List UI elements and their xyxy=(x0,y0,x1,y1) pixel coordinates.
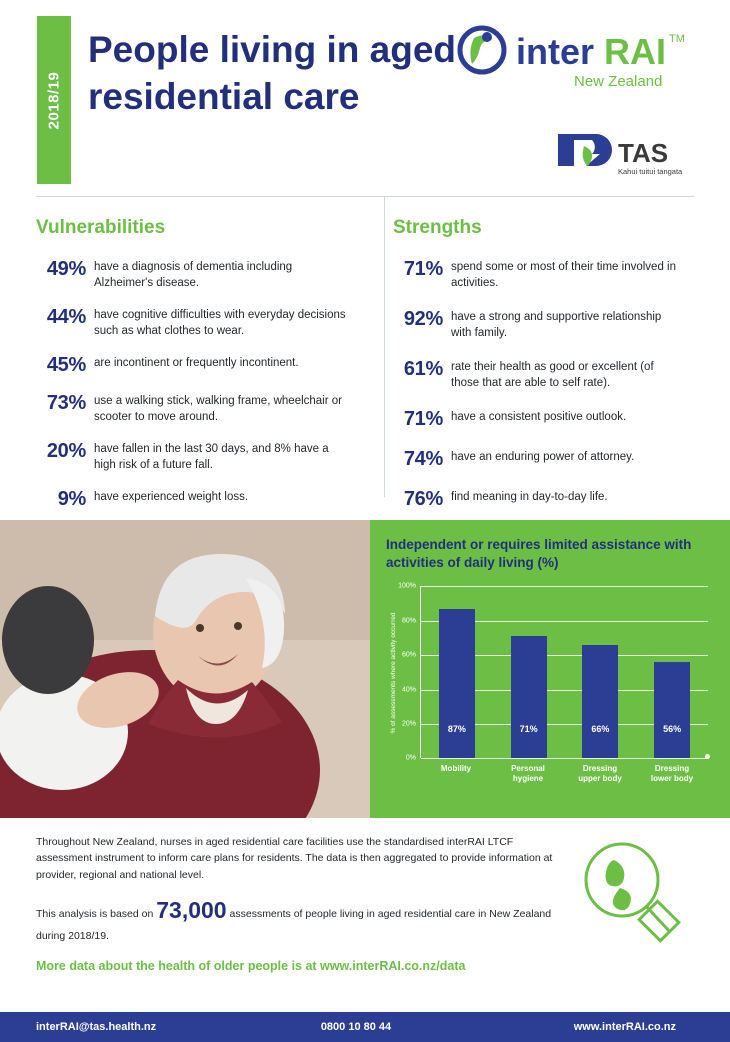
bar-wrap xyxy=(645,586,699,758)
gridline xyxy=(405,754,708,762)
stat-percent: 44% xyxy=(46,306,86,329)
stat-row xyxy=(36,353,347,377)
bar-value-label: 87% xyxy=(447,724,466,735)
chart-x-labels xyxy=(420,764,708,784)
assessment-count: 73,000 xyxy=(156,896,227,923)
chart-bars xyxy=(421,586,708,758)
photo-elderly-woman xyxy=(0,520,370,818)
stat-row xyxy=(393,407,676,431)
stat-row xyxy=(393,447,676,471)
interrai-logo xyxy=(454,24,694,98)
axis-end-dot xyxy=(705,754,710,759)
stat-row xyxy=(393,257,676,291)
chart-y-axis-label-text: % of assessments where activity occurred xyxy=(390,612,397,734)
magnifier-nz-map-icon xyxy=(574,838,684,948)
chart-plot xyxy=(398,582,708,762)
footer-paragraph-1: Throughout New Zealand, nurses in aged residential care facilities use the standardised interRAI LTCF assessment instrument to inform care plans for residents. The data is then aggregated to provide information at provider, regional and national level. xyxy=(36,836,553,881)
bar-value-label: 66% xyxy=(591,724,610,735)
bar-mobility xyxy=(439,609,475,759)
bar-personal-hygiene xyxy=(511,636,547,758)
svg-text:TM: TM xyxy=(669,33,685,45)
stat-percent: 49% xyxy=(46,258,86,280)
bar-wrap xyxy=(573,586,627,758)
stats-section xyxy=(36,196,694,514)
interrai-logo-svg xyxy=(454,24,694,98)
y-tick-label: 60% xyxy=(401,651,416,659)
vulnerabilities-column xyxy=(36,213,365,514)
bar-value-label: 56% xyxy=(663,724,682,735)
header xyxy=(0,0,730,196)
bar-dressing-lower-body xyxy=(654,662,690,758)
y-tick-label: 80% xyxy=(401,617,416,625)
footer-para2-pre: This analysis is based on xyxy=(36,907,157,920)
stat-percent: 92% xyxy=(403,308,443,331)
contact-phone: 0800 10 80 44 xyxy=(320,1021,392,1033)
stat-row xyxy=(393,487,676,511)
stat-row xyxy=(393,357,676,391)
stat-text: have a strong and supportive relationship with family. xyxy=(451,311,662,339)
strengths-title: Strengths xyxy=(393,217,482,238)
stat-row xyxy=(393,307,676,341)
tas-logo xyxy=(554,128,694,180)
stat-percent: 61% xyxy=(403,358,443,381)
y-tick-label: 40% xyxy=(401,686,416,694)
stat-row xyxy=(36,257,347,291)
stat-percent: 9% xyxy=(57,488,86,511)
stat-text: are incontinent or frequently incontinent. xyxy=(94,357,299,370)
svg-text:RAI: RAI xyxy=(604,31,666,72)
stat-row xyxy=(36,487,347,511)
stat-text: have fallen in the last 30 days, and 8% have a high risk of a future fall. xyxy=(94,443,329,471)
chart-y-axis-label xyxy=(384,588,396,758)
footer-para2-post: assessments of people living in aged residential care in New Zealand during 2018/19. xyxy=(36,907,552,943)
stat-percent: 74% xyxy=(403,448,443,471)
contact-website[interactable]: www.interRAI.co.nz xyxy=(573,1021,676,1033)
stat-percent: 45% xyxy=(46,354,86,377)
stat-text: spend some or most of their time involved in activities. xyxy=(451,261,676,289)
photo-illustration xyxy=(0,520,370,818)
y-tick-label: 100% xyxy=(398,582,416,590)
svg-text:inter: inter xyxy=(516,31,595,72)
photo-chart-band xyxy=(0,520,730,818)
y-tick-label: 0% xyxy=(405,754,416,762)
stat-row xyxy=(36,391,347,425)
x-tick-label: Dressing lower body xyxy=(650,764,694,784)
svg-text:New Zealand: New Zealand xyxy=(574,73,663,90)
stat-row xyxy=(36,439,347,473)
chart-area xyxy=(386,582,712,800)
cta-text[interactable]: More data about the health of older people is at www.interRAI.co.nz/data xyxy=(36,958,466,973)
chart-title: Independent or requires limited assistance with activities of daily living (%) xyxy=(386,537,692,571)
year-label xyxy=(37,16,71,184)
stat-percent: 20% xyxy=(46,440,86,463)
stat-text: find meaning in day-to-day life. xyxy=(451,491,608,504)
bar-wrap xyxy=(430,586,484,758)
year-text: 2018/19 xyxy=(45,71,63,129)
stat-percent: 71% xyxy=(403,408,443,431)
bar-dressing-upper-body xyxy=(582,645,618,759)
magnifier-icon-svg xyxy=(574,838,684,948)
chart-panel xyxy=(370,520,730,818)
stat-percent: 76% xyxy=(403,488,443,511)
stat-text: have a diagnosis of dementia including Alzheimer's disease. xyxy=(94,261,293,289)
x-tick-label: Dressing upper body xyxy=(578,764,622,784)
bar-wrap xyxy=(502,586,556,758)
tas-logo-svg xyxy=(554,128,694,180)
stat-row xyxy=(36,305,347,339)
svg-text:TAS: TAS xyxy=(618,138,669,168)
stat-percent: 73% xyxy=(46,392,86,415)
stat-text: have an enduring power of attorney. xyxy=(451,451,635,464)
footer-paragraph-2 xyxy=(36,893,556,945)
stat-text: have cognitive difficulties with everyday decisions such as what clothes to wear. xyxy=(94,309,346,337)
vulnerabilities-title: Vulnerabilities xyxy=(36,217,166,238)
x-tick-label: Mobility xyxy=(440,764,472,774)
stat-text: have a consistent positive outlook. xyxy=(451,411,627,424)
stat-text: have experienced weight loss. xyxy=(94,491,249,504)
bar-value-label: 71% xyxy=(519,724,538,735)
strengths-column xyxy=(365,213,694,514)
contact-email[interactable]: interRAI@tas.health.nz xyxy=(36,1021,157,1033)
x-tick-label: Personal hygiene xyxy=(511,764,545,784)
contact-bar xyxy=(0,1012,730,1042)
stat-percent: 71% xyxy=(403,258,443,280)
svg-text:Kahui tuitui tangata: Kahui tuitui tangata xyxy=(618,167,683,176)
footer-text-section xyxy=(36,834,694,974)
stat-text: use a walking stick, walking frame, wheelchair or scooter to move around. xyxy=(94,395,342,423)
stat-text: rate their health as good or excellent (of those that are able to self rate). xyxy=(451,361,654,389)
y-tick-label: 20% xyxy=(401,720,416,728)
page-title: People living in aged residential care xyxy=(88,29,457,118)
